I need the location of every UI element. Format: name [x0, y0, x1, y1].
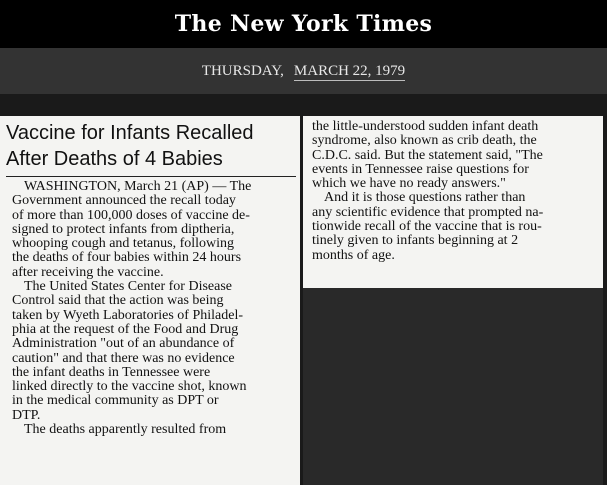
body-line: syndrome, also known as crib death, the: [312, 133, 537, 149]
body-line: WASHINGTON, March 21 (AP) — The: [24, 179, 252, 194]
dateline-date: MARCH 22, 1979: [293, 62, 406, 79]
article-headline: [6, 120, 296, 172]
body-line: the deaths of four babies within 24 hours: [12, 250, 242, 266]
body-line: months of age.: [312, 247, 395, 263]
body-line: Government announced the recall today: [12, 193, 236, 209]
body-line: which we have no ready answers.": [312, 176, 506, 192]
body-line: the infant deaths in Tennessee were: [12, 364, 211, 380]
body-line: phia at the request of the Food and Drug: [12, 321, 239, 337]
body-line: The United States Center for Disease: [24, 279, 232, 295]
body-line: whooping cough and tetanus, following: [12, 236, 235, 252]
body-line: in the medical community as DPT or: [12, 393, 219, 409]
body-line: tionwide recall of the vaccine that is rou-: [312, 219, 542, 235]
body-line: of more than 100,000 doses of vaccine de-: [12, 207, 250, 223]
faded-clipping-area: [303, 288, 603, 485]
body-line: signed to protect infants from diptheria,: [12, 221, 235, 237]
body-line: Control said that the action was being: [12, 293, 224, 309]
body-line: Administration "out of an abundance of: [12, 336, 235, 352]
article-clipping-right: [303, 116, 603, 288]
body-line: the little-understood sudden infant death: [312, 119, 539, 134]
body-line: DTP.: [12, 407, 41, 423]
body-line: And it is those questions rather than: [324, 190, 526, 206]
body-line: taken by Wyeth Laboratories of Philadel-: [12, 307, 243, 323]
body-line: C.D.C. said. But the statement said, "The: [312, 147, 543, 163]
masthead-title: The New York Times: [174, 11, 433, 37]
dateline: [202, 63, 405, 80]
body-line: tinely given to infants beginning at 2: [312, 233, 519, 249]
headline-rule: [6, 176, 296, 177]
body-line: any scientific evidence that prompted na-: [312, 204, 544, 220]
dateline-day: THURSDAY,: [201, 62, 284, 79]
body-line: events in Tennessee raise questions for: [312, 161, 529, 177]
article-clipping-left: [0, 116, 300, 485]
dateline-bar: [0, 48, 607, 94]
body-line: linked directly to the vaccine shot, known: [12, 379, 247, 395]
article-column-right: [312, 120, 543, 263]
headline-line-2: After Deaths of 4 Babies: [6, 148, 223, 170]
article-column-left: [12, 180, 251, 437]
body-line: caution" and that there was no evidence: [12, 350, 235, 366]
masthead-bar: [0, 0, 607, 48]
body-line: The deaths apparently resulted from: [24, 422, 227, 438]
headline-line-1: Vaccine for Infants Recalled: [6, 122, 254, 144]
body-line: after receiving the vaccine.: [12, 264, 164, 280]
